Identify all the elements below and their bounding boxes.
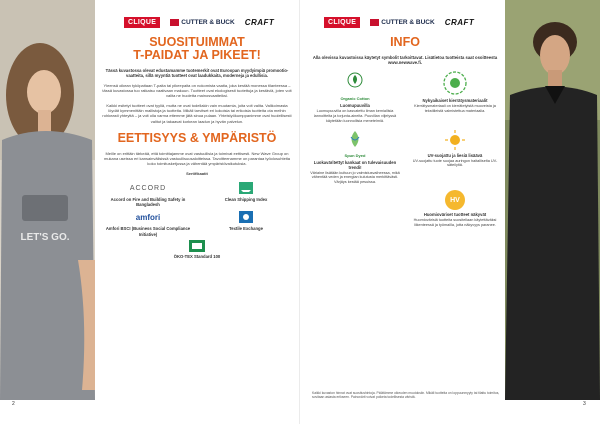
cutter-buck-logo: CUTTER & BUCK bbox=[370, 19, 434, 26]
info-title: INFO bbox=[390, 35, 420, 49]
photo-man bbox=[505, 0, 600, 400]
cert-accord bbox=[102, 182, 194, 207]
photo-woman bbox=[0, 0, 95, 400]
spun-dyed-label: Spun Dyed bbox=[344, 152, 366, 158]
info-item-title: UV-suojattu ja liesiä lisäävä bbox=[427, 152, 483, 158]
title-line-1: SUOSITUIMMAT bbox=[149, 35, 245, 49]
clean-shipping-logo-icon bbox=[239, 182, 253, 194]
organic-cotton-label: Organic Cotton bbox=[340, 95, 370, 101]
clique-logo: CLIQUE bbox=[124, 17, 160, 28]
left-content bbox=[102, 36, 292, 259]
cert-name: ÖKO-TEX Standard 100 bbox=[173, 253, 221, 259]
right-content bbox=[310, 36, 500, 233]
organic-cotton-icon bbox=[342, 70, 368, 96]
page-number-left: 2 bbox=[12, 401, 15, 407]
page-number-right: 3 bbox=[583, 401, 586, 407]
cutter-buck-mark-icon bbox=[170, 19, 179, 26]
info-item-title: Luomupuuvilla bbox=[340, 102, 370, 108]
woman-illustration bbox=[0, 0, 95, 400]
info-uv bbox=[410, 129, 500, 186]
hi-vis-icon: HV bbox=[445, 190, 465, 210]
footnote: Kaikki kuvaston hinnat ovat suositushintoja. Pidätämme oikeuden muutoksiin. Mikäli tuotteita on loppuunmyyty tai tilattu toimitus, sovitaan asiasta erikseen. Painovärit voivat poiketa todellisesta väristä. bbox=[312, 391, 500, 400]
info-item-title: Nykyaikaiset kierrätysmateriaalit bbox=[422, 97, 488, 103]
cert-textile-exchange bbox=[200, 211, 292, 236]
info-item-title: Huomioväriset tuotteet näkyvät bbox=[423, 212, 487, 218]
cert-name: Accord on Fire and Building Safety in Bangladesh bbox=[110, 197, 186, 208]
oeko-tex-logo-icon bbox=[189, 240, 205, 252]
title-line-2: T-PAIDAT JA PIKEET! bbox=[133, 48, 261, 62]
svg-text:LET'S GO.: LET'S GO. bbox=[20, 232, 70, 243]
intro-paragraph-2: Kaikki esitetyt tuotteet ovat tyyliä, mutta ne ovat todellakin vain muutamia, joita voit valita. Valikoimasta löydät kymmenittäin mallistoja ja tuotteita. Mikäli tarvitset eri kokoisia tai erikoisia tuotteita ota meihin rohkeasti yhteyttä – ja voit olla varma ettemme jätä sinua pulaan. Yhteistyökumppanimme ovat huolellisesti valitut ja takaavat korkean laadun ja hyvän palvelun. bbox=[102, 102, 292, 124]
info-item-text: Väriaine lisätään kuituun jo valmistusvaiheessa, mikä vähentää veden ja energian kulutusta merkittävästi. Värjäys kestää pesuissa. bbox=[310, 170, 400, 185]
cert-amfori bbox=[102, 211, 194, 236]
page-title bbox=[102, 36, 292, 62]
uv-protection-icon bbox=[444, 129, 466, 151]
intro-lead: Tässä kuvastossa olevat edustamamme tuotemerkit ovat Euroopan myydyimpiä promootio-vaatteita, sillä myyntiä tuotteet ovat laadukkaita, moderneja ja edullisia. bbox=[105, 68, 289, 79]
info-item-title: Luokaväritettyt kankaat on tulevaisuuden trendi! bbox=[313, 159, 397, 170]
info-item-text: Kierrätysmateriaali on kierrätetyistä muoveista ja tekstiileistä valmistettua materiaalia. bbox=[414, 103, 496, 113]
craft-logo: CRAFT bbox=[444, 17, 475, 27]
recycle-wash-icon bbox=[442, 70, 468, 96]
man-illustration bbox=[505, 0, 600, 400]
cert-oeko-tex bbox=[102, 240, 292, 259]
ethics-paragraph: Meille on erittäin tärkeää, että toimittajamme ovat vastuullisia ja toimivat eettisesti. New Wave Group on mukana useissa eri kansainvälisissä vastuullisuusaloitteissa. Tavoitteenamme on parantaa työolosuhteita koko toimitusketjussa ja vähentää ympäristövaikutuksia. bbox=[103, 150, 291, 167]
info-lead: Alla olevissa kuvastoissa käytetyt symbolit tarkoittavat. Lisätietoa tuotteista saat osoitteesta www.newwave.fi. bbox=[312, 55, 498, 66]
clique-logo: CLIQUE bbox=[324, 17, 360, 28]
cert-name: Textile Exchange bbox=[229, 226, 263, 232]
brand-logos bbox=[124, 16, 274, 28]
info-spun-dyed bbox=[310, 129, 400, 186]
accord-logo-icon: ACCORD bbox=[129, 184, 167, 192]
info-grid bbox=[310, 70, 500, 233]
cert-grid bbox=[102, 182, 292, 237]
certs-label: Sertifikaatit bbox=[186, 170, 208, 176]
info-hi-vis bbox=[410, 190, 500, 228]
intro-paragraph-1: Yleensä oikean tyköpaitaan T-paita tai pikeepaita on nokomista vaatia, joka kestää monessa tilanteessa – tässä kuvastossa tuo ratkaisu vaativaan makuun. Tuotteet ovat ekologisesti tuotettuja ja kestäviä, joten voit valita ne huoletta mainosvaatteiksi. bbox=[102, 82, 292, 99]
craft-logo: CRAFT bbox=[244, 17, 275, 27]
info-organic-cotton bbox=[310, 70, 400, 124]
textile-exchange-logo-icon bbox=[239, 211, 253, 223]
info-item-text: Huomiovärisiä tuotteita suositellaan käytettäväksi liikenteessä ja työmailla, jotta näkyvyys paranee. bbox=[413, 218, 497, 228]
right-page bbox=[300, 0, 600, 424]
cert-name: Clean Shipping Index bbox=[224, 197, 268, 203]
brand-logos bbox=[324, 16, 474, 28]
ethics-heading: EETTISYYS & YMPÄRISTÖ bbox=[117, 130, 277, 145]
info-item-text: Luomupuuvilla on kasvatettu ilman kemiallisia lannoitteita ja torjunta-aineita. Puuvillan viljelyssä käytetään luonnollisia menetelmiä. bbox=[313, 108, 397, 123]
cert-clean-shipping bbox=[200, 182, 292, 207]
spun-dyed-icon bbox=[342, 129, 368, 153]
amfori-logo-icon: amfori bbox=[135, 212, 161, 222]
info-item-text: UV-suojattu tuote suojaa auringon haitalliselta UV-säteilyltä. bbox=[412, 158, 498, 168]
info-recycled bbox=[410, 70, 500, 124]
cutter-buck-mark-icon bbox=[370, 19, 379, 26]
cert-name: Amfori BSCI (Business Social Compliance Initiative) bbox=[105, 226, 191, 237]
cutter-buck-logo: CUTTER & BUCK bbox=[170, 19, 234, 26]
